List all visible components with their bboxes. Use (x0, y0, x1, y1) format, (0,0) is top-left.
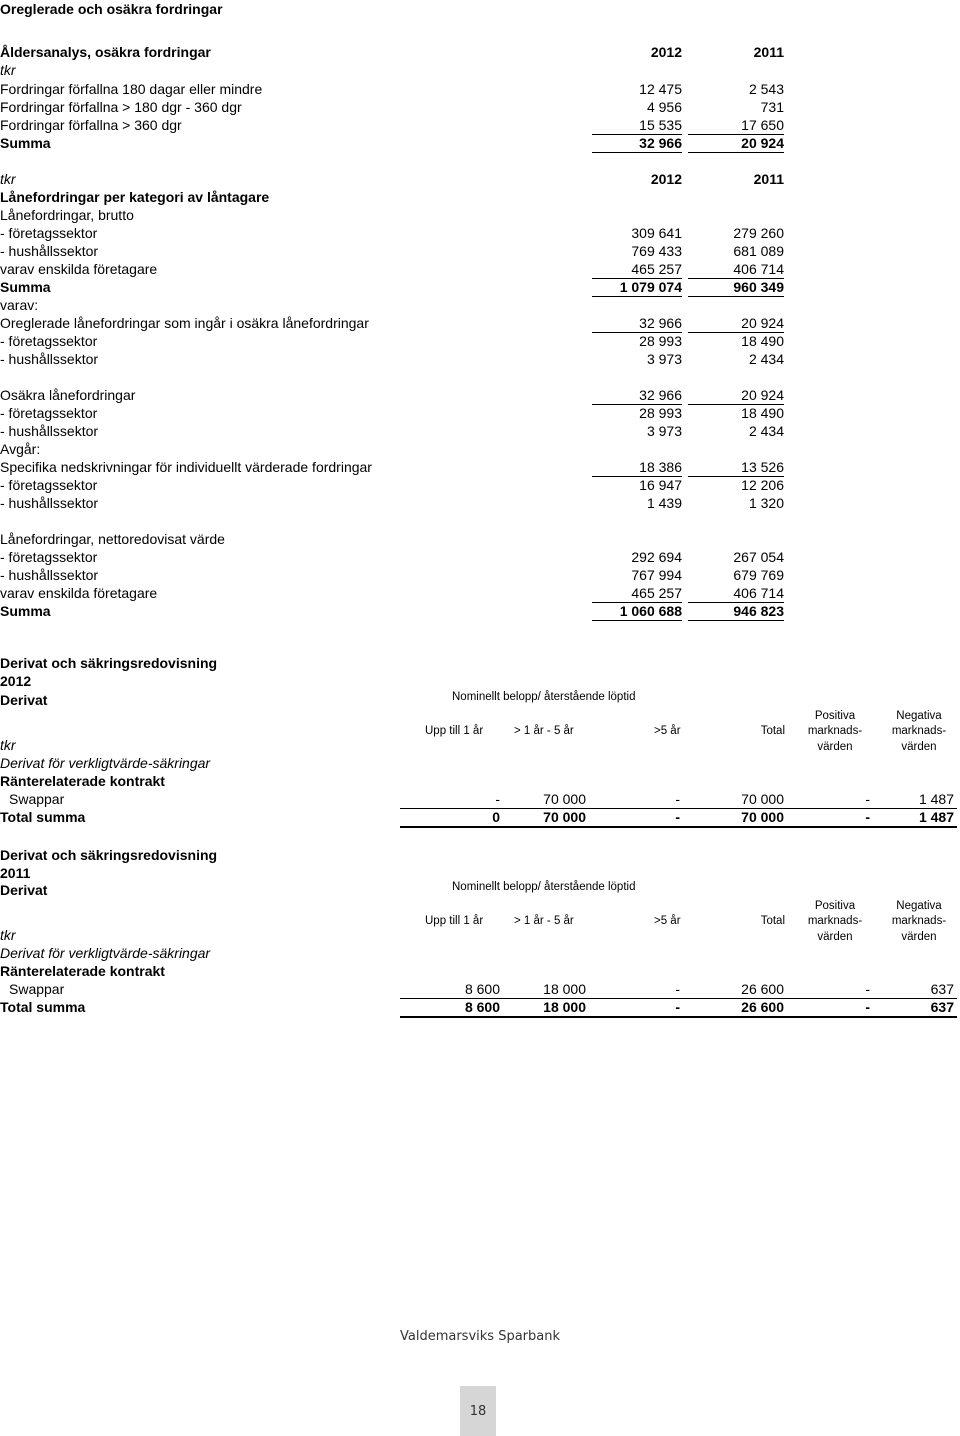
loan-row-label: - företagssektor (0, 549, 98, 565)
negative-header-2: marknads- (891, 725, 947, 737)
loan-row-label: - företagssektor (0, 225, 98, 241)
aging-col-2012: 2012 (650, 44, 682, 60)
loan-row-v2: 946 823 (688, 602, 784, 621)
total-sum-label: Total summa (0, 999, 86, 1015)
positive-header-2: marknads- (807, 725, 863, 737)
deriv-unit: tkr (0, 737, 16, 753)
loan-row-v1: 28 993 (639, 405, 682, 421)
col-over5: >5 år (654, 725, 681, 737)
loan-row-v2: 681 089 (733, 243, 784, 259)
loan-row-label: Summa (0, 279, 51, 295)
aging-row-label: Fordringar förfallna 180 dagar eller mindre (0, 81, 263, 97)
deriv-value-cell: 0 (492, 809, 500, 825)
loan-row-label: - hushållssektor (0, 243, 99, 259)
col-upto1: Upp till 1 år (425, 725, 484, 737)
loans-col-2011: 2011 (753, 171, 784, 187)
loan-row-v2: 1 320 (748, 495, 784, 511)
loan-row-v2: 406 714 (688, 584, 784, 603)
page-number: 18 (460, 1386, 496, 1436)
deriv-value-cell: - (495, 791, 500, 807)
loan-row-label: - hushållssektor (0, 567, 99, 583)
loan-row-v2: 406 714 (688, 260, 784, 279)
aging-total-label: Summa (0, 135, 51, 151)
aging-row-v1: 12 475 (639, 81, 682, 97)
loan-row-v2: 18 490 (741, 405, 784, 421)
loan-row-v2: 267 054 (733, 549, 784, 565)
loan-row-v1: 769 433 (631, 243, 682, 259)
deriv-value-cell: - (865, 999, 870, 1015)
loan-row-v2: 960 349 (688, 278, 784, 297)
divider (400, 826, 957, 828)
loan-row-label: varav enskilda företagare (0, 585, 158, 601)
loan-row-label: Avgår: (0, 441, 41, 457)
loan-row-v1: 767 994 (631, 567, 682, 583)
loan-row-label: varav: (0, 297, 39, 313)
nominal-header: Nominellt belopp/ återstående löptid (452, 691, 636, 703)
loan-row-v2: 2 434 (748, 423, 784, 439)
aging-row-label: Fordringar förfallna > 360 dgr (0, 117, 182, 133)
positive-header-1: Positiva (814, 900, 856, 912)
loan-row-v1: 3 973 (646, 351, 682, 367)
loan-row-v1: 465 257 (592, 260, 682, 279)
loan-row-label: - företagssektor (0, 477, 98, 493)
aging-title: Åldersanalys, osäkra fordringar (0, 44, 211, 60)
deriv-group: Ränterelaterade kontrakt (0, 963, 165, 979)
loan-row-v2: 12 206 (741, 477, 784, 493)
deriv-subtitle: Derivat (0, 692, 48, 708)
loan-row-label: Specifika nedskrivningar för individuellt värderade fordringar (0, 459, 372, 475)
deriv-subtitle: Derivat (0, 882, 48, 898)
deriv-value-cell: - (675, 809, 680, 825)
col-1to5: > 1 år - 5 år (514, 915, 574, 927)
loan-row-v2: 18 490 (741, 333, 784, 349)
deriv-group: Ränterelaterade kontrakt (0, 773, 165, 789)
loan-row-v2: 2 434 (748, 351, 784, 367)
loan-row-v1: 28 993 (639, 333, 682, 349)
loan-row-label: - hushållssektor (0, 351, 99, 367)
loan-row-v1: 1 079 074 (592, 278, 682, 297)
aging-row-v2: 731 (760, 99, 784, 115)
loan-row-label: - företagssektor (0, 405, 98, 421)
loan-row-label: Lånefordringar, nettoredovisat värde (0, 531, 225, 547)
negative-header-2: marknads- (891, 915, 947, 927)
loan-row-label: - företagssektor (0, 333, 98, 349)
loan-row-v2: 679 769 (733, 567, 784, 583)
deriv-value-cell: 8 600 (464, 999, 500, 1015)
loan-row-label: Oreglerade lånefordringar som ingår i osäkra lånefordringar (0, 315, 369, 331)
nominal-header: Nominellt belopp/ återstående löptid (452, 881, 636, 893)
deriv-value-cell: 26 600 (741, 981, 784, 997)
deriv-value-cell: - (675, 791, 680, 807)
positive-header-2: marknads- (807, 915, 863, 927)
deriv-category: Derivat för verkligtvärde-säkringar (0, 945, 211, 961)
swap-label: Swappar (9, 791, 65, 807)
loan-row-v2: 20 924 (688, 386, 784, 405)
deriv-category: Derivat för verkligtvärde-säkringar (0, 755, 211, 771)
swap-label: Swappar (9, 981, 65, 997)
aging-unit: tkr (0, 62, 16, 78)
col-total: Total (760, 915, 785, 927)
deriv-value-cell: 70 000 (741, 791, 784, 807)
loan-row-v1: 32 966 (592, 314, 682, 333)
total-sum-label: Total summa (0, 809, 86, 825)
deriv-value-cell: 70 000 (543, 791, 586, 807)
col-upto1: Upp till 1 år (425, 915, 484, 927)
loan-row-v2: 279 260 (733, 225, 784, 241)
loan-row-label: Summa (0, 603, 51, 619)
loan-row-v1: 292 694 (631, 549, 682, 565)
aging-total-v2: 20 924 (688, 134, 784, 153)
deriv-value-cell: 637 (930, 999, 954, 1015)
loan-row-label: Lånefordringar, brutto (0, 207, 134, 223)
deriv-value-cell: - (865, 791, 870, 807)
deriv-year: 2012 (0, 673, 32, 689)
loan-row-label: Osäkra lånefordringar (0, 387, 136, 403)
loan-row-v1: 309 641 (631, 225, 682, 241)
deriv-value-cell: 26 600 (741, 999, 784, 1015)
divider (400, 1016, 957, 1018)
negative-header-1: Negativa (896, 710, 942, 722)
negative-header-3: värden (901, 741, 937, 753)
aging-row-v1: 15 535 (592, 116, 682, 135)
loan-row-label: - hushållssektor (0, 423, 99, 439)
page-title: Oreglerade och osäkra fordringar (0, 1, 223, 17)
deriv-value-cell: - (675, 981, 680, 997)
aging-col-2011: 2011 (753, 44, 784, 60)
col-over5: >5 år (654, 915, 681, 927)
deriv-value-cell: - (865, 809, 870, 825)
deriv-value-cell: 8 600 (464, 981, 500, 997)
aging-row-v1: 4 956 (646, 99, 682, 115)
deriv-title: Derivat och säkringsredovisning (0, 847, 218, 863)
footer-bank-name: Valdemarsviks Sparbank (400, 1329, 560, 1344)
deriv-value-cell: 637 (930, 981, 954, 997)
deriv-value-cell: 1 487 (918, 809, 954, 825)
loan-row-v1: 18 386 (592, 458, 682, 477)
loans-unit: tkr (0, 171, 16, 187)
loan-row-v2: 13 526 (688, 458, 784, 477)
deriv-year: 2011 (0, 865, 31, 881)
loan-row-label: varav enskilda företagare (0, 261, 158, 277)
deriv-title: Derivat och säkringsredovisning (0, 655, 218, 671)
aging-row-v2: 2 543 (748, 81, 784, 97)
deriv-unit: tkr (0, 927, 16, 943)
loan-row-v1: 1 060 688 (592, 602, 682, 621)
negative-header-1: Negativa (896, 900, 942, 912)
aging-total-v1: 32 966 (592, 134, 682, 153)
aging-row-label: Fordringar förfallna > 180 dgr - 360 dgr (0, 99, 242, 115)
deriv-value-cell: 70 000 (741, 809, 784, 825)
col-total: Total (760, 725, 785, 737)
col-1to5: > 1 år - 5 år (514, 725, 574, 737)
loan-row-v1: 1 439 (646, 495, 682, 511)
loan-row-v1: 3 973 (646, 423, 682, 439)
loans-col-2012: 2012 (650, 171, 682, 187)
deriv-value-cell: 70 000 (543, 809, 586, 825)
loans-title: Lånefordringar per kategori av låntagare (0, 189, 270, 205)
loan-row-label: - hushållssektor (0, 495, 99, 511)
aging-row-v2: 17 650 (688, 116, 784, 135)
loan-row-v1: 465 257 (592, 584, 682, 603)
deriv-value-cell: - (865, 981, 870, 997)
loan-row-v1: 32 966 (592, 386, 682, 405)
deriv-value-cell: 1 487 (918, 791, 954, 807)
deriv-value-cell: - (675, 999, 680, 1015)
positive-header-3: värden (817, 931, 853, 943)
positive-header-1: Positiva (814, 710, 856, 722)
positive-header-3: värden (817, 741, 853, 753)
deriv-value-cell: 18 000 (543, 999, 586, 1015)
loan-row-v2: 20 924 (688, 314, 784, 333)
loan-row-v1: 16 947 (639, 477, 682, 493)
deriv-value-cell: 18 000 (543, 981, 586, 997)
negative-header-3: värden (901, 931, 937, 943)
